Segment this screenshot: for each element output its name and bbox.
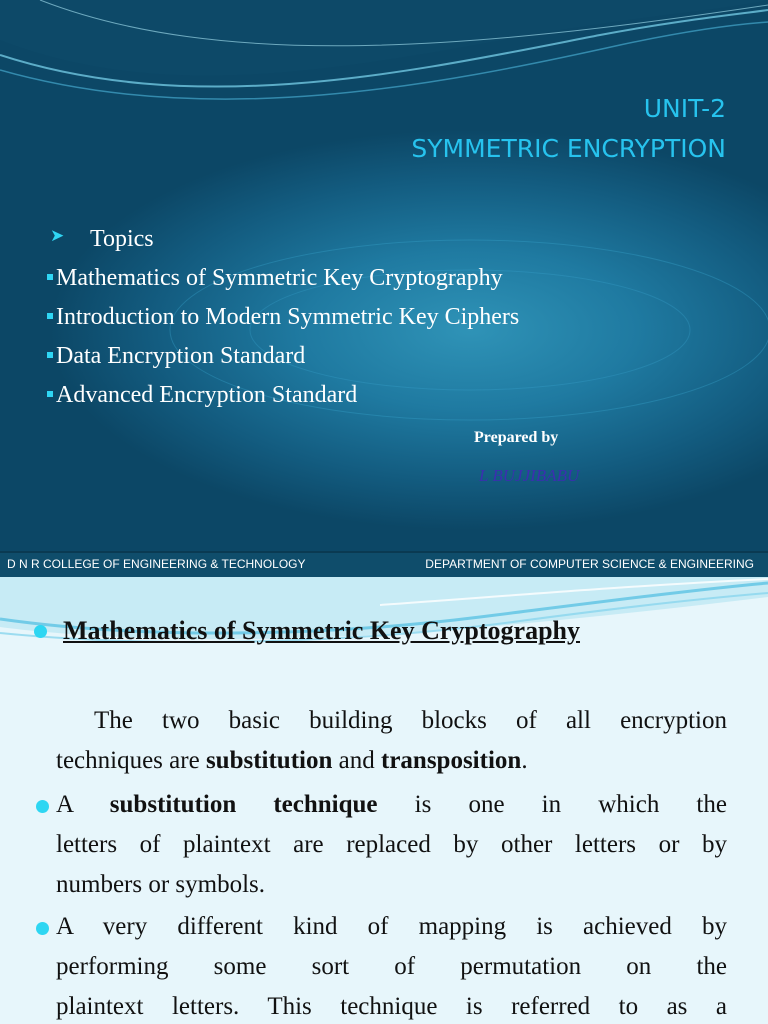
paragraph-line: A very different kind of mapping is achieved by <box>56 913 727 940</box>
slide-title-subject: SYMMETRIC ENCRYPTION <box>411 134 726 163</box>
prepared-by-label: Prepared by <box>474 429 559 446</box>
paragraph-intro <box>56 701 727 781</box>
slide-footer <box>0 551 768 577</box>
slide-title-unit: UNIT-2 <box>643 94 726 123</box>
author-name: L BUJJIBABU <box>479 466 580 485</box>
text-run: is one in which the <box>377 791 727 818</box>
text-run: . <box>521 747 528 774</box>
topic-item-label: Mathematics of Symmetric Key Cryptography <box>56 265 503 291</box>
footer-college: D N R COLLEGE OF ENGINEERING & TECHNOLOGY <box>7 557 306 571</box>
topic-item-label: Data Encryption Standard <box>56 343 306 369</box>
text-run: A <box>56 791 110 818</box>
content-slide <box>0 577 768 1024</box>
paragraph-substitution <box>56 785 727 905</box>
paragraph-line: letters of plaintext are replaced by other letters or by <box>56 831 727 858</box>
paragraph-line: plaintext letters. This technique is referred to as a <box>56 993 727 1020</box>
paragraph-line <box>56 785 727 825</box>
topic-item <box>47 382 357 409</box>
square-bullet-icon <box>47 352 53 358</box>
slide-heading-row <box>34 616 580 646</box>
square-bullet-icon <box>47 274 53 280</box>
bold-term: transposition <box>381 747 522 774</box>
topic-item-label: Introduction to Modern Symmetric Key Ciphers <box>56 304 520 330</box>
topic-item-label: Advanced Encryption Standard <box>56 382 358 408</box>
paragraph-line: performing some sort of permutation on the <box>56 953 727 980</box>
paragraph-line: numbers or symbols. <box>56 871 266 898</box>
circle-bullet-icon <box>36 922 49 935</box>
paragraph-transposition <box>56 907 727 1024</box>
topic-item <box>47 304 519 331</box>
square-bullet-icon <box>47 313 53 319</box>
topics-label: Topics <box>90 226 154 252</box>
text-run: and <box>332 747 381 774</box>
bold-term: substitution technique <box>109 791 378 818</box>
topic-item <box>47 343 305 370</box>
footer-department: DEPARTMENT OF COMPUTER SCIENCE & ENGINEERING <box>425 557 754 571</box>
arrow-bullet-icon: ➤ <box>50 226 65 246</box>
slide-heading: Mathematics of Symmetric Key Cryptography <box>63 616 580 645</box>
topic-item <box>47 265 503 292</box>
circle-bullet-icon <box>36 800 49 813</box>
circle-bullet-icon <box>34 625 47 638</box>
paragraph-line: The two basic building blocks of all encryption <box>94 707 727 734</box>
square-bullet-icon <box>47 391 53 397</box>
paragraph-line <box>56 741 727 781</box>
text-run: techniques are <box>56 747 206 774</box>
bold-term: substitution <box>205 747 333 774</box>
